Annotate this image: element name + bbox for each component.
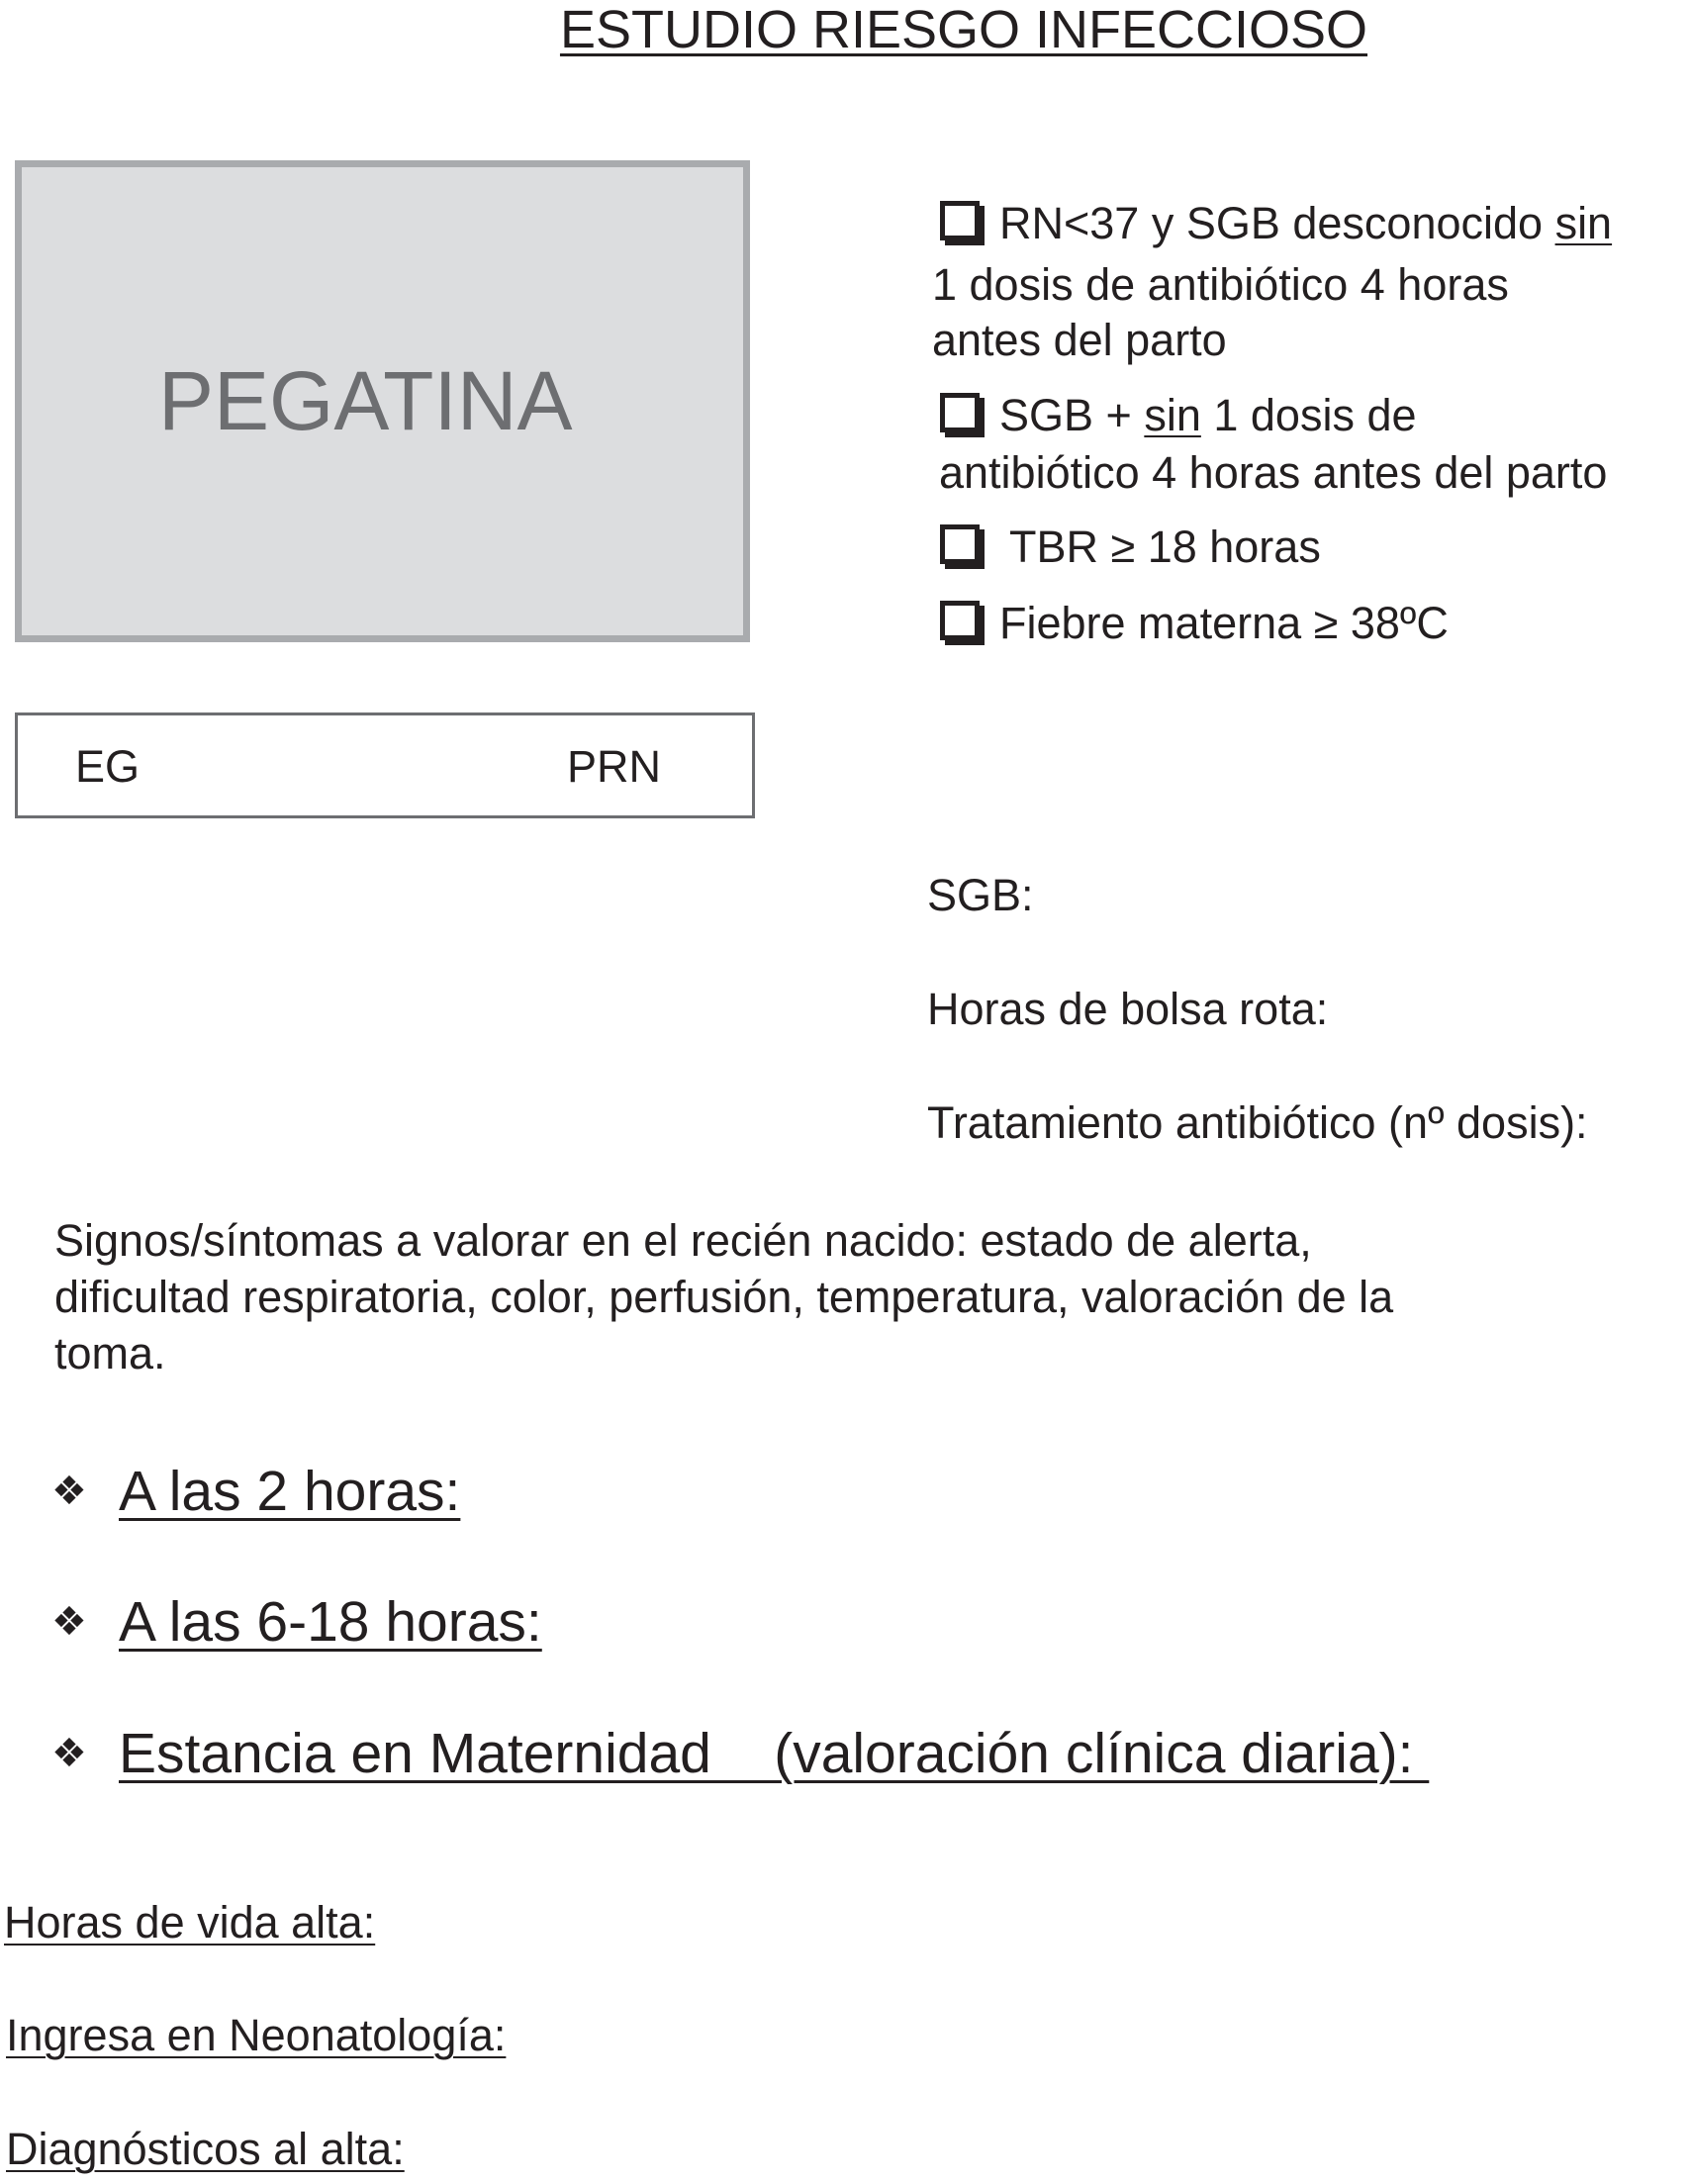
diamond-bullet-icon: ❖: [51, 1732, 87, 1775]
criterion-4-checkbox[interactable]: [940, 601, 980, 640]
eg-label: EG: [75, 741, 141, 792]
tratamiento-field: Tratamiento antibiótico (nº dosis):: [927, 1097, 1588, 1148]
criterion-4[interactable]: [940, 596, 1449, 651]
prn-label: PRN: [567, 741, 662, 792]
signs-line-1: Signos/síntomas a valorar en el recién nacido: estado de alerta,: [54, 1215, 1312, 1266]
diamond-bullet-icon: ❖: [51, 1600, 87, 1644]
page-title: [0, 0, 1690, 59]
criterion-3-checkbox[interactable]: [940, 524, 980, 564]
checkpoint-2h: [51, 1460, 460, 1523]
signs-paragraph: [54, 1212, 1657, 1381]
checkpoint-6-18h-label: A las 6-18 horas:: [119, 1590, 542, 1654]
checkpoint-2h-label: A las 2 horas:: [119, 1460, 461, 1523]
checkpoint-6-18h: [51, 1590, 542, 1654]
sgb-field: SGB:: [927, 870, 1034, 920]
criterion-1[interactable]: [940, 196, 1612, 251]
checkpoint-estancia-label: Estancia en Maternidad (valoración clínica diaria):: [119, 1722, 1430, 1785]
signs-line-2: dificultad respiratoria, color, perfusión, temperatura, valoración de la: [54, 1272, 1394, 1322]
criterion-2-line2: antibiótico 4 horas antes del parto: [939, 447, 1608, 498]
diagnosticos-alta-field: Diagnósticos al alta:: [6, 2124, 405, 2174]
criterion-1-text-pre: RN<37 y SGB desconocido: [999, 198, 1555, 248]
criterion-4-text: Fiebre materna ≥ 38ºC: [999, 598, 1449, 648]
diamond-bullet-icon: ❖: [51, 1470, 87, 1513]
signs-line-3: toma.: [54, 1328, 166, 1378]
criterion-1-line3: antes del parto: [932, 315, 1227, 365]
ingresa-neonatologia-field: Ingresa en Neonatología:: [6, 2010, 507, 2060]
horas-vida-alta-field: Horas de vida alta:: [4, 1897, 376, 1947]
criterion-2-text-underlined: sin: [1144, 390, 1201, 440]
page-title-text: ESTUDIO RIESGO INFECCIOSO: [559, 0, 1368, 59]
criterion-2-text-post: 1 dosis de: [1200, 390, 1417, 440]
criterion-1-checkbox[interactable]: [940, 201, 980, 240]
checkpoint-estancia: [51, 1722, 1429, 1785]
criterion-3-text: TBR ≥ 18 horas: [1009, 522, 1321, 572]
criterion-2[interactable]: [940, 388, 1417, 443]
sticker-label: PEGATINA: [158, 354, 573, 447]
criterion-1-text-underlined: sin: [1554, 198, 1613, 248]
criterion-2-text-pre: SGB +: [999, 390, 1145, 440]
horas-bolsa-field: Horas de bolsa rota:: [927, 984, 1329, 1034]
criterion-3[interactable]: [940, 520, 1321, 575]
criterion-2-checkbox[interactable]: [940, 393, 980, 432]
criterion-1-line2: 1 dosis de antibiótico 4 horas: [932, 259, 1509, 310]
